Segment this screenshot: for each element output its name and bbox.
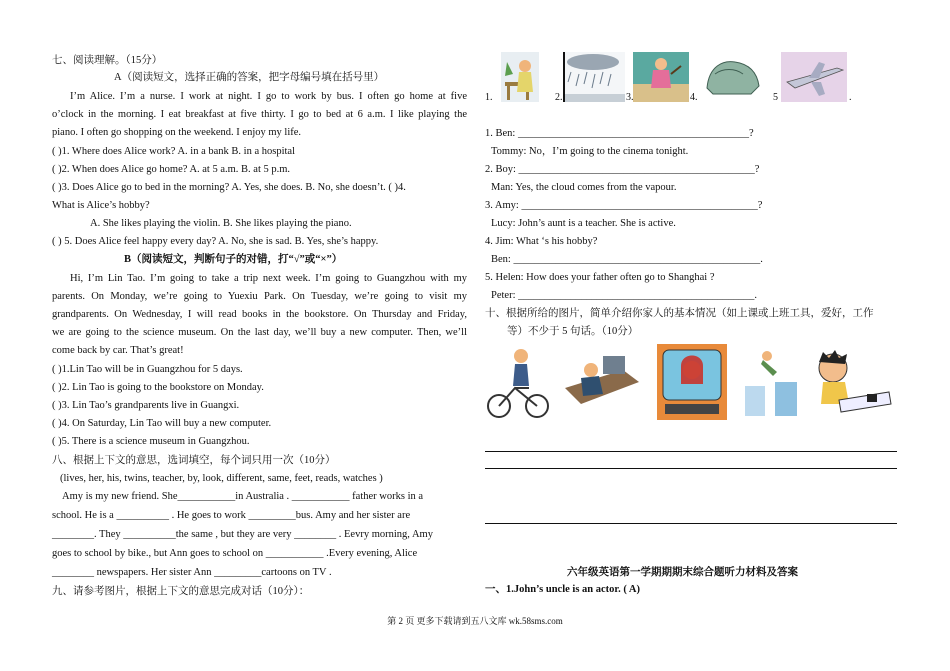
section-8-passage-line: school. He is a __________ . He goes to work _________bus. Amy and her sister are [52,510,411,521]
section-8-passage-line: ________ newspapers. Her sister Ann _________cartoons on TV . [52,567,332,578]
part-b-title-text: B（阅读短文，判断句子的对错，打“√”或“×”） [124,254,343,265]
part-a-passage-line: o’clock in the morning. I eat breakfast at five thirty. I go to bed at 6 a.m. I like playing the [52,109,467,120]
dialog-line: 5. Helen: How does your father often go to Shanghai ? [485,272,715,283]
part-b-passage-line: grandparents. On Wednesday, I will read books in the bookstore. On Thursday and Friday, [52,309,467,320]
part-a-passage-line: I’m Alice. I’m a nurse. I work at night. I go to work by bus. I often go home at five [70,91,467,102]
rain-cloud-picture [563,52,625,102]
section-7-title: 七、阅读理解。（15分） [52,55,163,66]
part-b-question: ( )4. On Saturday, Lin Tao will buy a new computer. [52,418,272,429]
section-8-passage-line: goes to school by bike., but Ann goes to school on ___________ .Every evening, Alice [52,548,418,559]
section-8-word-bank: (lives, her, his, twins, teacher, by, look, different, same, feet, reads, watches ) [60,473,383,484]
office-worker-picture [563,348,641,418]
picture-number: 5 [773,92,778,103]
page-footer: 第 2 页 更多下载请到五八文库 wk.58sms.com [387,616,563,626]
family-picture-strip [485,344,900,420]
listening-title: 六年级英语第一学期期期末综合题听力材料及答案 [567,567,798,578]
section-8-passage-line: ________. They __________the same , but they are very ________ . Eevry morning, Amy [52,529,433,540]
writing-line[interactable] [485,468,897,469]
part-a-question: What is Alice’s hobby? [52,200,150,211]
dialog-line: Man: Yes, the cloud comes from the vapour. [491,182,677,193]
swimmer-diving-picture [741,346,801,418]
picture-number: 3. [626,92,634,103]
dialog-line: 1. Ben: ____________________________________________? [485,128,754,139]
part-b-question: ( )3. Lin Tao’s grandparents live in Guangxi. [52,400,240,411]
picture-number: 1. [485,92,493,103]
picture-number: 2. [555,92,563,103]
dialog-line: 3. Amy: _____________________________________________? [485,200,763,211]
part-a-options: A. She likes playing the violin. B. She likes playing the piano. [90,218,352,229]
picture-number: 4. [690,92,698,103]
dialog-picture-strip [485,52,900,107]
dialog-line: Ben: _______________________________________________. [491,254,763,265]
part-a-question: ( )2. When does Alice go home? A. at 5 a.m. B. at 5 p.m. [52,164,291,175]
part-a-question: ( ) 5. Does Alice feel happy every day? A. No, she is sad. B. Yes, she’s happy. [52,236,379,247]
dialog-line: Tommy: No，I’m going to the cinema tonight. [491,146,689,157]
picture-number: . [849,92,852,103]
dialog-line: 4. Jim: What ‘s his hobby? [485,236,598,247]
airplane-picture [781,52,847,102]
dialog-line: Peter: _____________________________________________. [491,290,757,301]
part-b-passage-line: come back by car. That’s great! [52,345,184,356]
section-10-title-cont: 等）不少于 5 句话。（10分） [507,326,639,337]
part-a-title: A（阅读短文，选择正确的答案，把字母编号填在括号里） [114,72,385,83]
bicycle-rider-picture [485,344,551,420]
part-b-question: ( )1.Lin Tao will be in Guangzhou for 5 days. [52,364,243,375]
section-8-title: 八、根据上下文的意思，选词填空，每个词只用一次（10分） [52,455,336,466]
part-b-question: ( )2. Lin Tao is going to the bookstore on Monday. [52,382,264,393]
section-9-title: 九、请参考图片，根据上下文的意思完成对话（10分）： [52,586,310,597]
boy-drawing-picture [809,348,893,420]
shoe-picture [701,52,763,102]
part-a-question: ( )1. Where does Alice work? A. in a bank B. in a hospital [52,146,295,157]
part-b-question: ( )5. There is a science museum in Guangzhou. [52,436,250,447]
section-10-title: 十、根据所给的图片，简单介绍你家人的基本情况（如上课或上班工具，爱好，工作 [485,308,874,319]
teacher-picture [633,52,689,102]
part-b-title [124,253,342,267]
part-b-passage-line: Hi, I’m Lin Tao. I’m going to take a trip next week. I’m going to Guangzhou with my [70,273,467,284]
dialog-line: 2. Boy: _____________________________________________? [485,164,760,175]
part-b-passage-line: we are going to the science museum. On the last day, we’ll buy a new computer. Then, we’ll [52,327,467,338]
writing-line[interactable] [485,451,897,452]
writing-line[interactable] [485,523,897,524]
section-8-passage-line: Amy is my new friend. She___________in Australia . ___________ father works in a [62,491,424,502]
part-a-question: ( )3. Does Alice go to bed in the morning? A. Yes, she does. B. No, she doesn’t. ( )4. [52,182,406,193]
part-b-passage-line: parents. On Monday, we’re going to Yuexiu Park. On Tuesday, we’re going to visit my [52,291,467,302]
tv-presenter-picture [657,344,727,420]
listening-item: 一、1.John’s uncle is an actor. ( A) [485,584,640,595]
dialog-line: Lucy: John’s aunt is a teacher. She is active. [491,218,676,229]
part-a-passage-line: piano. I often go shopping on the weekend. I enjoy my life. [52,127,302,138]
woman-reading-picture [501,52,539,102]
